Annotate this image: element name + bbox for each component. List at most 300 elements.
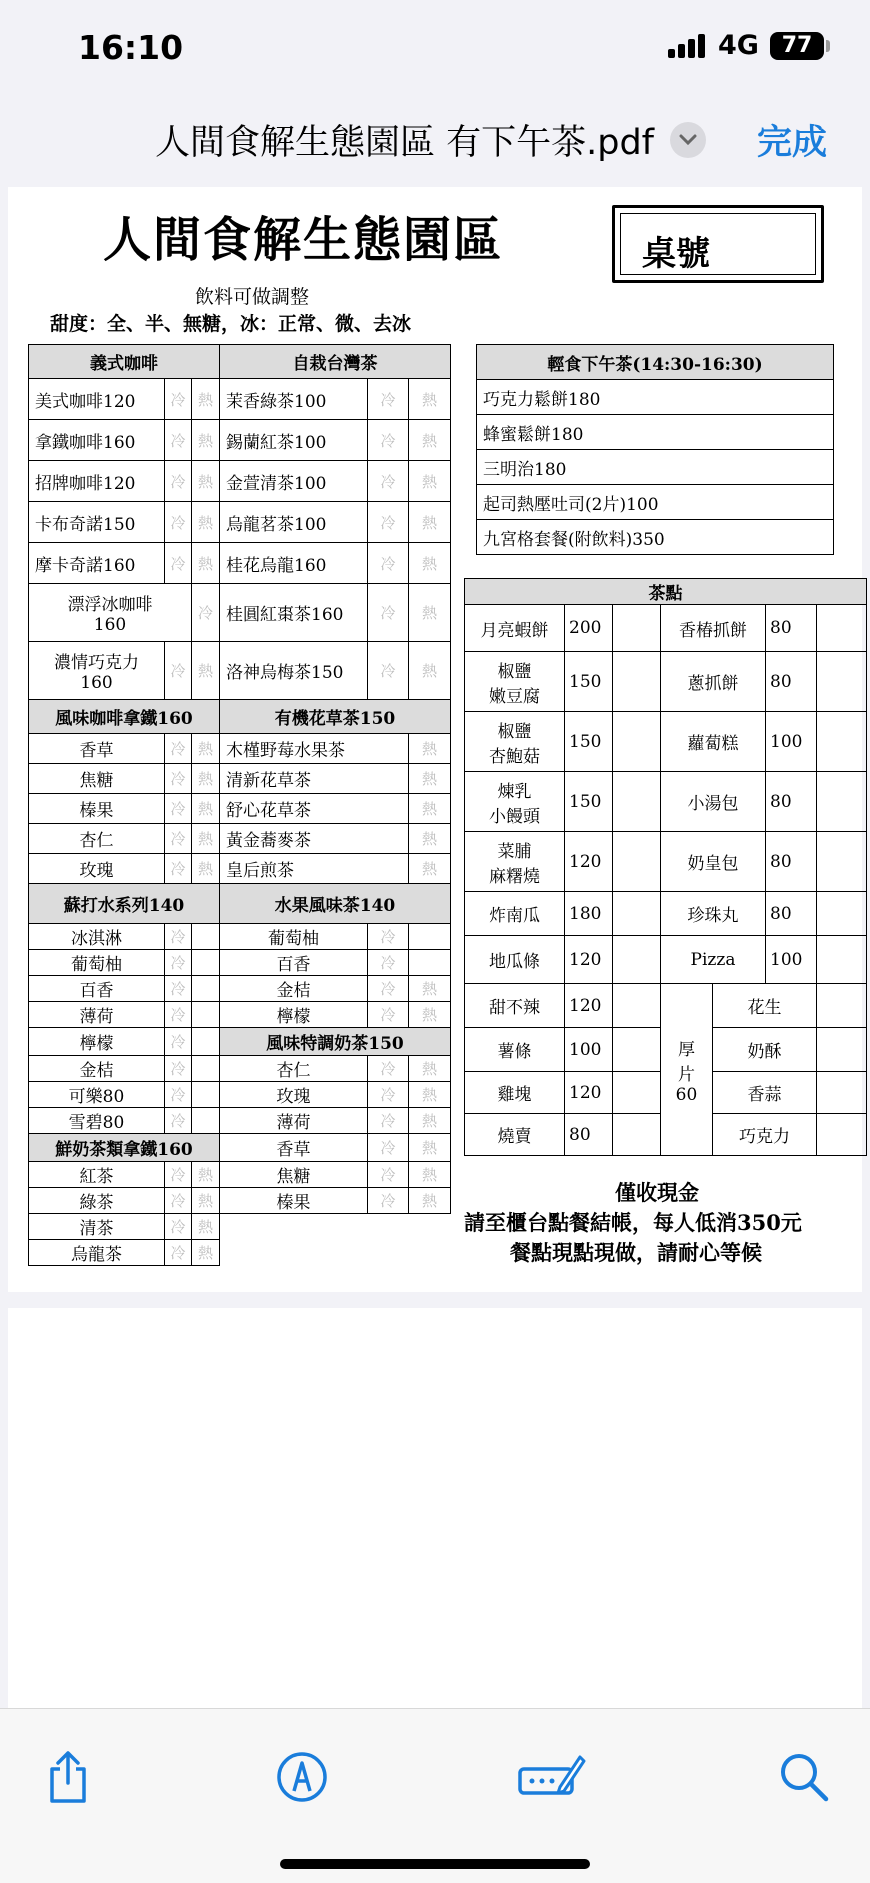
battery-icon: 77 (770, 32, 824, 60)
thick-label-a: 厚 (678, 1039, 695, 1060)
cold-option: 冷 (165, 420, 192, 461)
drink-item: 杏仁 (29, 824, 165, 854)
cold-option: 冷 (368, 502, 409, 543)
cold-option: 冷 (165, 824, 192, 854)
cold-option: 冷 (368, 420, 409, 461)
cold-option: 冷 (368, 1108, 409, 1134)
table-row (29, 1214, 451, 1240)
snack-price: 180 (565, 892, 613, 936)
snack-price: 80 (766, 892, 817, 936)
drink-item: 金桔 (29, 1056, 165, 1082)
table-row (29, 884, 451, 924)
cold-option: 冷 (192, 584, 220, 642)
snack-price: 80 (766, 832, 817, 892)
snack-item: 香椿抓餅 (661, 605, 766, 652)
snack-name: 炸南瓜 (489, 906, 540, 926)
empty-cell (817, 652, 867, 712)
drink-item: 香草 (29, 734, 165, 764)
snack-name-line1: 煉乳 (497, 781, 532, 802)
section-header-fresh-milk: 鮮奶茶類拿鐵160 (29, 1134, 220, 1162)
drink-item: 檸檬 (220, 1002, 368, 1028)
share-button[interactable] (38, 1747, 98, 1807)
hot-option: 熱 (192, 543, 220, 584)
cold-option: 冷 (165, 543, 192, 584)
drink-item: 可樂80 (29, 1082, 165, 1108)
hot-option: 熱 (192, 1162, 220, 1188)
drink-item: 玫瑰 (29, 854, 165, 884)
cold-option: 冷 (368, 1082, 409, 1108)
light-food-item: 三明治180 (477, 450, 834, 485)
thick-toast-flavor: 奶酥 (713, 1028, 817, 1072)
drink-item: 金桔 (220, 976, 368, 1002)
hot-option: 熱 (192, 854, 220, 884)
snack-price: 120 (565, 936, 613, 984)
empty-cell (613, 1114, 661, 1156)
cold-option: 冷 (165, 734, 192, 764)
drink-item: 摩卡奇諾160 (29, 543, 165, 584)
light-food-header: 輕食下午茶(14:30-16:30) (477, 345, 834, 380)
drink-item: 紅茶 (29, 1162, 165, 1188)
snack-name-line2: 麻糬燒 (489, 866, 540, 887)
drink-item: 杏仁 (220, 1056, 368, 1082)
snack-price: 100 (565, 1028, 613, 1072)
drink-item: 冰淇淋 (29, 924, 165, 950)
empty-cell (613, 1072, 661, 1114)
light-food-item: 九宮格套餐(附飲料)350 (477, 520, 834, 555)
snack-price: 120 (565, 1072, 613, 1114)
cash-only-note: 僅收現金 (615, 1180, 699, 1205)
cold-option: 冷 (165, 1162, 192, 1188)
empty-cell (817, 1028, 867, 1072)
empty-cell (817, 1072, 867, 1114)
table-row (29, 794, 451, 824)
drink-item-choco (29, 642, 165, 700)
snack-price: 150 (565, 772, 613, 832)
table-row (477, 415, 834, 450)
table-row (29, 1028, 451, 1056)
drink-item: 榛果 (29, 794, 165, 824)
hot-option: 熱 (409, 379, 451, 420)
signal-icon (668, 34, 708, 58)
snacks-table (464, 578, 867, 1156)
drink-item: 清茶 (29, 1214, 165, 1240)
document-title[interactable]: 人間食解生態園區 有下午茶.pdf (155, 123, 655, 163)
hot-option: 熱 (192, 1214, 220, 1240)
hot-option: 熱 (192, 794, 220, 824)
cold-option: 冷 (165, 642, 192, 700)
drink-item: 薄荷 (29, 1002, 165, 1028)
hot-option: 熱 (409, 976, 451, 1002)
thick-toast-flavor: 香蒜 (713, 1072, 817, 1114)
empty-cell (817, 605, 867, 652)
drink-item: 招牌咖啡120 (29, 461, 165, 502)
table-row (477, 380, 834, 415)
snack-price: 120 (565, 984, 613, 1028)
title-menu-button[interactable] (670, 122, 706, 158)
snack-name-line1: 椒鹽 (497, 661, 532, 682)
snack-price: 200 (565, 605, 613, 652)
snack-price: 100 (766, 936, 817, 984)
thick-label-c: 60 (675, 1084, 698, 1105)
table-row (29, 584, 451, 642)
done-button[interactable]: 完成 (757, 123, 828, 163)
drink-item: 錫蘭紅茶100 (220, 420, 368, 461)
share-icon (38, 1747, 98, 1807)
drink-item: 美式咖啡120 (29, 379, 165, 420)
cold-option: 冷 (165, 1108, 192, 1134)
markup-button[interactable] (272, 1747, 332, 1807)
hot-option: 熱 (409, 1162, 451, 1188)
empty-cell (192, 950, 220, 976)
cold-option: 冷 (165, 1028, 192, 1056)
chevron-down-icon (679, 133, 697, 147)
status-time: 16:10 (78, 28, 184, 67)
cold-option: 冷 (368, 950, 409, 976)
hot-option: 熱 (409, 1082, 451, 1108)
hot-option: 熱 (409, 1056, 451, 1082)
cold-option: 冷 (165, 1002, 192, 1028)
table-row (29, 345, 451, 379)
snacks-header: 茶點 (465, 579, 867, 605)
hot-option: 熱 (409, 1002, 451, 1028)
table-row (477, 485, 834, 520)
empty-cell (613, 832, 661, 892)
table-row (477, 345, 834, 380)
markup-icon (272, 1747, 332, 1807)
table-row (465, 652, 867, 712)
snack-name: 月亮蝦餅 (480, 620, 549, 641)
cold-option: 冷 (165, 1056, 192, 1082)
snack-item: 蘿蔔糕 (661, 712, 766, 772)
snack-item: 甜不辣 (465, 984, 565, 1028)
snack-price: 150 (565, 712, 613, 772)
hot-option: 熱 (192, 420, 220, 461)
empty-cell (192, 924, 220, 950)
empty-cell (192, 1082, 220, 1108)
snack-item (465, 652, 565, 712)
section-header-herbal: 有機花草茶150 (220, 700, 451, 734)
table-row (465, 772, 867, 832)
table-row (29, 543, 451, 584)
hot-option: 熱 (192, 764, 220, 794)
hot-option: 熱 (409, 824, 451, 854)
cold-option: 冷 (165, 502, 192, 543)
cold-option: 冷 (368, 379, 409, 420)
snack-item (465, 772, 565, 832)
table-row (29, 1002, 451, 1028)
snack-item: 奶皇包 (661, 832, 766, 892)
cold-option: 冷 (165, 924, 192, 950)
snack-price: 80 (565, 1114, 613, 1156)
pdf-page-2[interactable] (8, 1308, 862, 1708)
snack-item: 蔥抓餅 (661, 652, 766, 712)
search-button[interactable] (774, 1747, 834, 1807)
drink-item: 洛神烏梅茶150 (220, 642, 368, 700)
cold-option: 冷 (368, 584, 409, 642)
snack-name-line1: 椒鹽 (497, 721, 532, 742)
hot-option: 熱 (409, 854, 451, 884)
section-header-milk-tea: 風味特調奶茶150 (220, 1028, 451, 1056)
cold-option: 冷 (165, 379, 192, 420)
table-row (29, 1134, 451, 1162)
cold-option: 冷 (165, 950, 192, 976)
table-row (29, 502, 451, 543)
thick-toast-label (661, 984, 713, 1156)
thick-toast-flavor: 花生 (713, 984, 817, 1028)
order-note: 請至櫃台點餐結帳，每人低消350元 (464, 1210, 802, 1235)
drink-item: 綠茶 (29, 1188, 165, 1214)
snack-name-line1: 菜脯 (497, 841, 532, 862)
table-row (465, 984, 867, 1028)
drink-item: 黃金蕎麥茶 (220, 824, 409, 854)
table-row (29, 764, 451, 794)
empty-cell (409, 950, 451, 976)
cold-option: 冷 (368, 461, 409, 502)
drink-item: 拿鐵咖啡160 (29, 420, 165, 461)
empty-cell (613, 892, 661, 936)
table-row (29, 379, 451, 420)
cold-option: 冷 (368, 1056, 409, 1082)
bottom-toolbar (0, 1708, 870, 1883)
section-header-taiwan-tea: 自栽台灣茶 (220, 345, 451, 379)
drink-item: 百香 (220, 950, 368, 976)
empty-cell (817, 1114, 867, 1156)
hot-option: 熱 (409, 794, 451, 824)
snack-name-line2: 小饅頭 (489, 806, 540, 827)
search-icon (774, 1747, 834, 1807)
snack-price: 80 (766, 605, 817, 652)
pdf-page[interactable] (8, 187, 862, 1292)
drink-item: 百香 (29, 976, 165, 1002)
table-row (29, 734, 451, 764)
table-row (465, 936, 867, 984)
home-indicator (280, 1859, 590, 1869)
light-food-item: 巧克力鬆餅180 (477, 380, 834, 415)
snack-item: 薯條 (465, 1028, 565, 1072)
float-name: 漂浮冰咖啡 (67, 595, 153, 615)
snack-item (465, 936, 565, 984)
hot-option: 熱 (409, 734, 451, 764)
hot-option: 熱 (409, 543, 451, 584)
drink-item: 榛果 (220, 1188, 368, 1214)
cold-option: 冷 (165, 461, 192, 502)
cold-option: 冷 (165, 976, 192, 1002)
drink-item: 舒心花草茶 (220, 794, 409, 824)
table-row (29, 642, 451, 700)
status-bar (0, 0, 870, 95)
snack-name-line2: 嫩豆腐 (489, 686, 540, 707)
table-number-label: 桌號 (642, 234, 710, 274)
table-row (29, 976, 451, 1002)
drink-item: 清新花草茶 (220, 764, 409, 794)
table-row (29, 1108, 451, 1134)
empty-cell (192, 1056, 220, 1082)
table-row (29, 1082, 451, 1108)
table-row (465, 712, 867, 772)
drink-item: 香草 (220, 1134, 368, 1162)
snack-price: 100 (766, 712, 817, 772)
hot-option: 熱 (192, 461, 220, 502)
cold-option: 冷 (368, 543, 409, 584)
hot-option: 熱 (192, 642, 220, 700)
empty-cell (817, 772, 867, 832)
empty-cell (817, 712, 867, 772)
table-row (29, 950, 451, 976)
drink-item: 皇后煎茶 (220, 854, 409, 884)
empty-cell (817, 936, 867, 984)
snack-item: 雞塊 (465, 1072, 565, 1114)
cold-option: 冷 (165, 1082, 192, 1108)
table-row (29, 420, 451, 461)
choco-name: 濃情巧克力 (54, 653, 139, 673)
drink-item: 卡布奇諾150 (29, 502, 165, 543)
drink-item: 焦糖 (220, 1162, 368, 1188)
hot-option: 熱 (192, 379, 220, 420)
hot-option: 熱 (192, 502, 220, 543)
empty-cell (192, 976, 220, 1002)
hot-option: 熱 (409, 420, 451, 461)
cold-option: 冷 (368, 1002, 409, 1028)
thick-label-b: 片 (678, 1064, 695, 1085)
drink-item-float (29, 584, 192, 642)
hot-option: 熱 (192, 734, 220, 764)
empty-cell (613, 936, 661, 984)
adjust-note: 飲料可做調整 (195, 286, 310, 308)
cold-option: 冷 (165, 1214, 192, 1240)
snack-item (465, 832, 565, 892)
empty-cell (409, 924, 451, 950)
snack-price: 80 (766, 652, 817, 712)
empty-cell (613, 605, 661, 652)
empty-cell (613, 984, 661, 1028)
table-row (29, 1162, 451, 1188)
snack-price: 150 (565, 652, 613, 712)
table-row (29, 461, 451, 502)
snack-item (465, 712, 565, 772)
drinks-table (28, 344, 451, 1266)
empty-cell (192, 1028, 220, 1056)
light-food-item: 起司熱壓吐司(2片)100 (477, 485, 834, 520)
cold-option: 冷 (368, 642, 409, 700)
drink-item: 木槿野莓水果茶 (220, 734, 409, 764)
drink-item: 烏龍茗茶100 (220, 502, 368, 543)
table-row (465, 579, 867, 605)
cold-option: 冷 (368, 1162, 409, 1188)
table-row (29, 1188, 451, 1214)
snack-item: 小湯包 (661, 772, 766, 832)
empty-cell (613, 652, 661, 712)
cold-option: 冷 (165, 794, 192, 824)
cold-option: 冷 (368, 924, 409, 950)
table-row (477, 520, 834, 555)
snack-price: 120 (565, 832, 613, 892)
hot-option: 熱 (192, 1188, 220, 1214)
hot-option: 熱 (192, 824, 220, 854)
empty-cell (613, 1028, 661, 1072)
table-row (465, 892, 867, 936)
hot-option: 熱 (409, 1134, 451, 1162)
form-fill-icon (516, 1747, 586, 1807)
section-header-italian: 義式咖啡 (29, 345, 220, 379)
snack-name-line2: 杏鮑菇 (489, 746, 540, 767)
section-header-flavor-latte: 風味咖啡拿鐵160 (29, 700, 220, 734)
table-row (465, 832, 867, 892)
light-food-item: 蜂蜜鬆餅180 (477, 415, 834, 450)
section-header-fruit: 水果風味茶140 (220, 884, 451, 924)
hot-option: 熱 (409, 1108, 451, 1134)
hot-option: 熱 (409, 502, 451, 543)
table-row (29, 924, 451, 950)
table-row (29, 854, 451, 884)
drink-item: 金萱清茶100 (220, 461, 368, 502)
drink-item: 葡萄柚 (220, 924, 368, 950)
drink-item: 檸檬 (29, 1028, 165, 1056)
form-fill-button[interactable] (516, 1747, 586, 1807)
hot-option: 熱 (409, 584, 451, 642)
drink-item: 桂花烏龍160 (220, 543, 368, 584)
snack-item: 珍珠丸 (661, 892, 766, 936)
empty-cell (817, 832, 867, 892)
empty-cell (817, 892, 867, 936)
drink-item: 玫瑰 (220, 1082, 368, 1108)
empty-cell (192, 1002, 220, 1028)
section-header-soda: 蘇打水系列140 (29, 884, 220, 924)
drink-item: 焦糖 (29, 764, 165, 794)
snack-name: 地瓜條 (489, 952, 540, 972)
cold-option: 冷 (368, 1188, 409, 1214)
cold-option: 冷 (165, 1188, 192, 1214)
drink-item: 茉香綠茶100 (220, 379, 368, 420)
empty-cell (613, 712, 661, 772)
hot-option: 熱 (409, 461, 451, 502)
snack-item: Pizza (661, 936, 766, 984)
hot-option: 熱 (409, 1188, 451, 1214)
table-row (477, 450, 834, 485)
cold-option: 冷 (368, 1134, 409, 1162)
thick-toast-flavor: 巧克力 (713, 1114, 817, 1156)
drink-item: 薄荷 (220, 1108, 368, 1134)
drink-item: 桂圓紅棗茶160 (220, 584, 368, 642)
drink-item: 葡萄柚 (29, 950, 165, 976)
battery-cap (826, 40, 830, 52)
drink-item: 雪碧80 (29, 1108, 165, 1134)
cold-option: 冷 (165, 854, 192, 884)
nav-bar (0, 95, 870, 185)
snack-item: 燒賣 (465, 1114, 565, 1156)
empty-cell (817, 984, 867, 1028)
snack-item (465, 892, 565, 936)
hot-option: 熱 (409, 764, 451, 794)
choco-price: 160 (80, 673, 113, 693)
menu-title: 人間食解生態園區 (103, 212, 504, 268)
cold-option: 冷 (368, 976, 409, 1002)
sweet-ice-note: 甜度：全、半、無糖，冰：正常、微、去冰 (50, 313, 412, 335)
empty-cell (613, 772, 661, 832)
empty-cell (192, 1108, 220, 1134)
table-row (29, 824, 451, 854)
cold-option: 冷 (165, 1240, 192, 1266)
hot-option: 熱 (409, 642, 451, 700)
table-row (465, 605, 867, 652)
drink-item: 烏龍茶 (29, 1240, 165, 1266)
float-price: 160 (93, 615, 127, 635)
snack-item (465, 605, 565, 652)
table-row (29, 1056, 451, 1082)
network-type: 4G (718, 30, 759, 61)
snack-price: 80 (766, 772, 817, 832)
light-food-table (476, 344, 834, 555)
blank-area (220, 1214, 451, 1266)
